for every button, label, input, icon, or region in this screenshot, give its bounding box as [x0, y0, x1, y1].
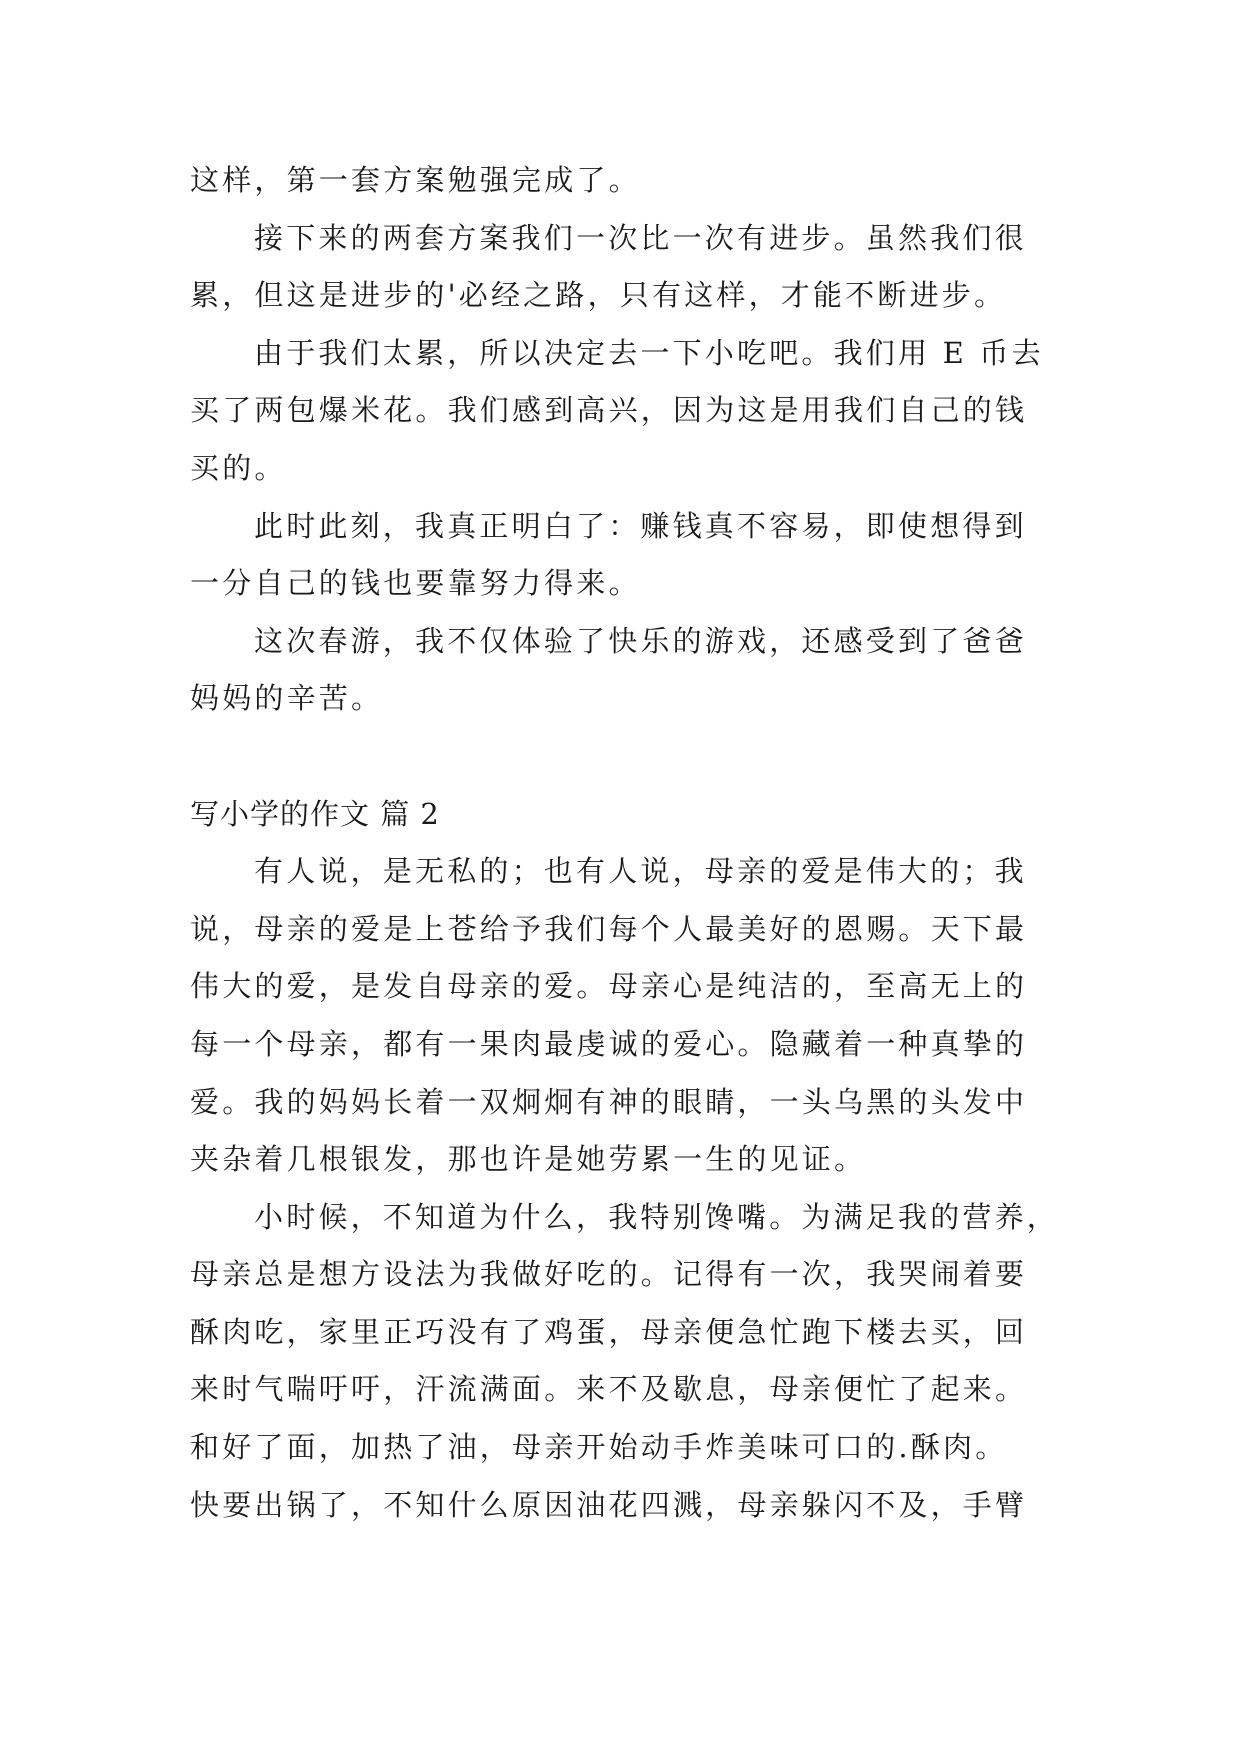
- section-heading: 写小学的作文 篇 2: [190, 796, 440, 831]
- paragraph-start-line: 有人说，是无私的；也有人说，母亲的爱是伟大的；我: [254, 854, 1027, 889]
- paragraph-start-line: 接下来的两套方案我们一次比一次有进步。虽然我们很: [254, 220, 1027, 255]
- text-line: 说，母亲的爱是上苍给予我们每个人最美好的恩赐。天下最: [190, 911, 1028, 946]
- text-line: 和好了面，加热了油，母亲开始动手炸美味可口的.酥肉。: [190, 1430, 1008, 1465]
- text-line: 来时气喘吁吁，汗流满面。来不及歇息，母亲便忙了起来。: [190, 1372, 1028, 1407]
- text-line: 一分自己的钱也要靠努力得来。: [190, 566, 641, 601]
- paragraph-start-line: 小时候，不知道为什么，我特别馋嘴。为满足我的营养，: [254, 1199, 1060, 1234]
- text-line: 买了两包爆米花。我们感到高兴，因为这是用我们自己的钱: [190, 393, 1028, 428]
- text-line: 累，但这是进步的'必经之路，只有这样，才能不断进步。: [190, 278, 1007, 313]
- paragraph-start-line: 这次春游，我不仅体验了快乐的游戏，还感受到了爸爸: [254, 623, 1027, 658]
- text-line: 这样，第一套方案勉强完成了。: [190, 163, 641, 197]
- document-page: [190, 152, 1070, 1534]
- paragraph-start-line: 由于我们太累，所以决定去一下小吃吧。我们用 E 币去: [254, 335, 1044, 370]
- text-line: 伟大的爱，是发自母亲的爱。母亲心是纯洁的，至高无上的: [190, 969, 1028, 1004]
- text-line: 夹杂着几根银发，那也许是她劳累一生的见证。: [190, 1142, 867, 1177]
- text-line: 快要出锅了，不知什么原因油花四溅，母亲躲闪不及，手臂: [190, 1487, 1028, 1522]
- text-line: 酥肉吃，家里正巧没有了鸡蛋，母亲便急忙跑下楼去买，回: [190, 1314, 1028, 1349]
- paragraph-start-line: 此时此刻，我真正明白了：赚钱真不容易，即使想得到: [254, 508, 1027, 543]
- text-line: 买的。: [190, 450, 287, 485]
- text-line: 妈妈的辛苦。: [190, 681, 384, 716]
- text-line: 每一个母亲，都有一果肉最虔诚的爱心。隐藏着一种真挚的: [190, 1026, 1028, 1061]
- text-line: 爱。我的妈妈长着一双炯炯有神的眼睛，一头乌黑的头发中: [190, 1084, 1028, 1119]
- section-spacer: [190, 728, 1070, 786]
- text-line: 母亲总是想方设法为我做好吃的。记得有一次，我哭闹着要: [190, 1257, 1028, 1292]
